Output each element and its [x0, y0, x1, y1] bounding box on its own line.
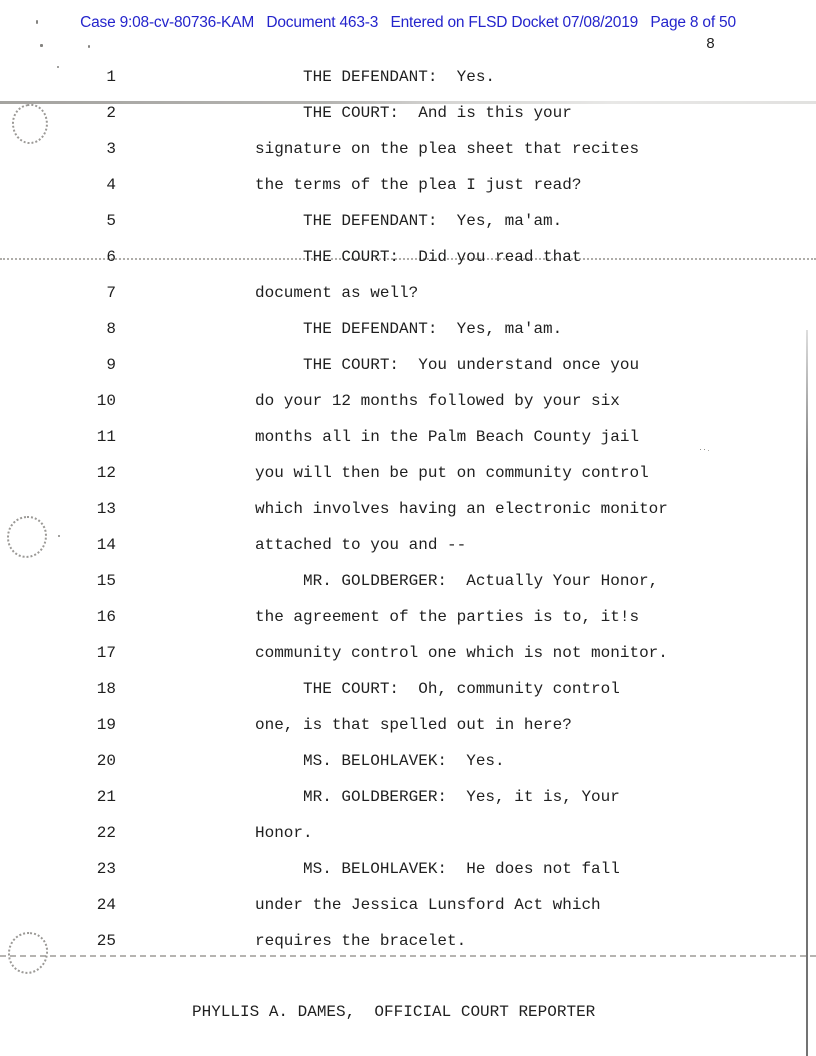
line-number: 17	[96, 644, 116, 662]
transcript-line	[0, 823, 816, 859]
transcript-line	[0, 859, 816, 895]
line-text: attached to you and --	[255, 536, 467, 554]
transcript-line	[0, 571, 816, 607]
line-text: MS. BELOHLAVEK: He does not fall	[303, 860, 620, 878]
line-number: 8	[106, 320, 116, 338]
transcript-line	[0, 391, 816, 427]
line-text: signature on the plea sheet that recites	[255, 140, 640, 158]
line-number: 11	[96, 428, 116, 446]
transcript-line	[0, 319, 816, 355]
transcript-line	[0, 715, 816, 751]
line-number: 19	[96, 716, 116, 734]
line-text: the agreement of the parties is to, it!s	[255, 608, 640, 626]
line-text: under the Jessica Lunsford Act which	[255, 896, 601, 914]
line-number: 3	[106, 140, 116, 158]
line-text: requires the bracelet.	[255, 932, 467, 950]
line-number: 16	[96, 608, 116, 626]
transcript-line	[0, 499, 816, 535]
line-text: THE COURT: Oh, community control	[303, 680, 620, 698]
line-text: community control one which is not monitor.	[255, 644, 668, 662]
line-text: you will then be put on community control	[255, 464, 649, 482]
line-number: 10	[96, 392, 116, 410]
line-number: 4	[106, 176, 116, 194]
line-text: one, is that spelled out in here?	[255, 716, 572, 734]
line-text: do your 12 months followed by your six	[255, 392, 620, 410]
line-number: 24	[96, 896, 116, 914]
transcript-line	[0, 67, 816, 103]
line-number: 6	[106, 248, 116, 266]
line-number: 9	[106, 356, 116, 374]
transcript-line	[0, 247, 816, 283]
line-number: 20	[96, 752, 116, 770]
transcript-body	[0, 67, 816, 967]
line-text: THE COURT: You understand once you	[303, 356, 640, 374]
transcript-line	[0, 931, 816, 967]
transcript-line	[0, 607, 816, 643]
line-number: 15	[96, 572, 116, 590]
transcript-line	[0, 643, 816, 679]
court-reporter-footer: PHYLLIS A. DAMES, OFFICIAL COURT REPORTER	[192, 1003, 596, 1021]
page-number: 8	[706, 36, 716, 53]
line-number: 1	[106, 68, 116, 86]
line-text: document as well?	[255, 284, 419, 302]
transcript-line	[0, 679, 816, 715]
transcript-line	[0, 787, 816, 823]
line-number: 2	[106, 104, 116, 122]
line-text: the terms of the plea I just read?	[255, 176, 582, 194]
line-text: THE COURT: And is this your	[303, 104, 572, 122]
transcript-line	[0, 463, 816, 499]
transcript-line	[0, 103, 816, 139]
line-text: THE DEFENDANT: Yes, ma'am.	[303, 320, 563, 338]
scan-speck	[88, 45, 90, 48]
scan-speck	[36, 20, 38, 24]
line-number: 18	[96, 680, 116, 698]
line-text: MR. GOLDBERGER: Actually Your Honor,	[303, 572, 659, 590]
transcript-line	[0, 283, 816, 319]
line-number: 13	[96, 500, 116, 518]
line-number: 12	[96, 464, 116, 482]
line-text: which involves having an electronic monitor	[255, 500, 668, 518]
line-number: 14	[96, 536, 116, 554]
line-text: months all in the Palm Beach County jail	[255, 428, 640, 446]
line-text: THE COURT: Did you read that	[303, 248, 582, 266]
line-text: THE DEFENDANT: Yes, ma'am.	[303, 212, 563, 230]
transcript-line	[0, 211, 816, 247]
docket-stamp-header: Case 9:08-cv-80736-KAM Document 463-3 Entered on FLSD Docket 07/08/2019 Page 8 of 50	[80, 14, 736, 31]
line-number: 22	[96, 824, 116, 842]
line-number: 21	[96, 788, 116, 806]
transcript-line	[0, 355, 816, 391]
line-text: MS. BELOHLAVEK: Yes.	[303, 752, 505, 770]
scan-speck	[40, 44, 43, 47]
transcript-line	[0, 895, 816, 931]
transcript-line	[0, 535, 816, 571]
transcript-line	[0, 175, 816, 211]
line-text: MR. GOLDBERGER: Yes, it is, Your	[303, 788, 620, 806]
line-number: 23	[96, 860, 116, 878]
transcript-line	[0, 139, 816, 175]
line-number: 25	[96, 932, 116, 950]
line-text: THE DEFENDANT: Yes.	[303, 68, 496, 86]
line-number: 5	[106, 212, 116, 230]
line-number: 7	[106, 284, 116, 302]
transcript-line	[0, 427, 816, 463]
line-text: Honor.	[255, 824, 313, 842]
transcript-line	[0, 751, 816, 787]
